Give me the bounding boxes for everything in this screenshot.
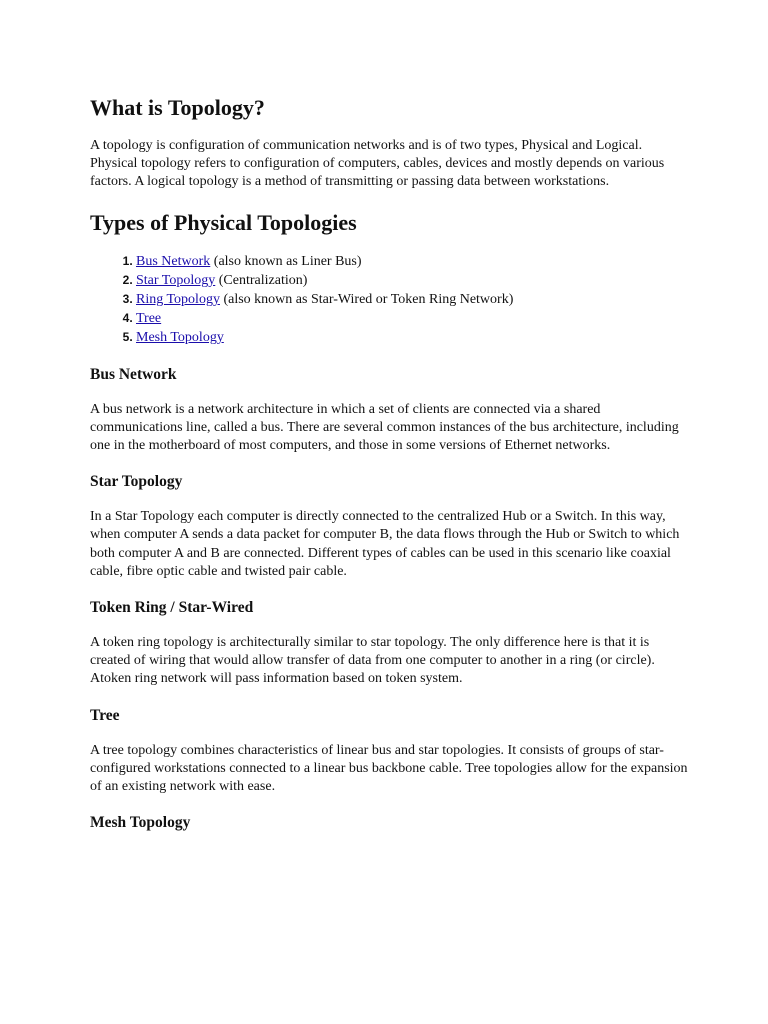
topology-types-list — [90, 252, 688, 348]
list-item-note: (Centralization) — [215, 272, 308, 288]
mesh-topology-heading: Mesh Topology — [90, 814, 191, 832]
ring-topology-link[interactable]: Ring Topology — [136, 292, 220, 308]
bus-network-heading: Bus Network — [90, 365, 177, 383]
list-item-tree — [136, 309, 688, 328]
star-topology-heading: Star Topology — [90, 473, 183, 491]
list-item-note: (also known as Star-Wired or Token Ring Network) — [219, 292, 514, 308]
bus-network-paragraph: A bus network is a network architecture in which a set of clients are connected via a shared communications line, called a bus. There are several common instances of the bus architecture, including one in the motherboard of most computers, and those in some versions of Ethernet networks. — [90, 401, 679, 454]
bus-network-link[interactable]: Bus Network — [136, 253, 211, 269]
star-topology-link[interactable]: Star Topology — [136, 272, 216, 288]
list-item-note: (also known as Liner Bus) — [210, 253, 362, 269]
list-item-mesh — [136, 328, 688, 347]
token-ring-paragraph: A token ring topology is architecturally similar to star topology. The only difference here is that it is created of wiring that would allow transfer of data from one computer to another in a ring (or circle). Atoken ring network will pass information based on token system. — [90, 635, 655, 687]
intro-paragraph: A topology is configuration of communication networks and is of two types, Physical and Logical. Physical topology refers to configuration of computers, cables, devices and mostly depends on various factors. A logical topology is a method of transmitting or passing data between workstations. — [90, 138, 665, 190]
list-item-bus — [136, 252, 688, 271]
types-heading: Types of Physical Topologies — [90, 209, 357, 235]
list-item-star — [136, 271, 688, 290]
tree-heading: Tree — [90, 706, 120, 724]
tree-paragraph: A tree topology combines characteristics of linear bus and star topologies. It consists of groups of star-configured workstations connected to a linear bus backbone cable. Tree topologies allow for the expansion of an existing network with ease. — [90, 742, 688, 795]
tree-link[interactable]: Tree — [136, 311, 162, 327]
list-item-ring — [136, 290, 688, 309]
token-ring-heading: Token Ring / Star-Wired — [90, 599, 254, 617]
star-topology-paragraph: In a Star Topology each computer is directly connected to the centralized Hub or a Switch. In this way, when computer A sends a data packet for computer B, the data flows through the Hub or Switch to which both computer A and B are connected. Different types of cables can be used in this scenario like coaxial cable, fibre optic cable and twisted pair cable. — [90, 509, 680, 579]
page-title: What is Topology? — [90, 95, 265, 120]
mesh-topology-link[interactable]: Mesh Topology — [136, 330, 224, 346]
